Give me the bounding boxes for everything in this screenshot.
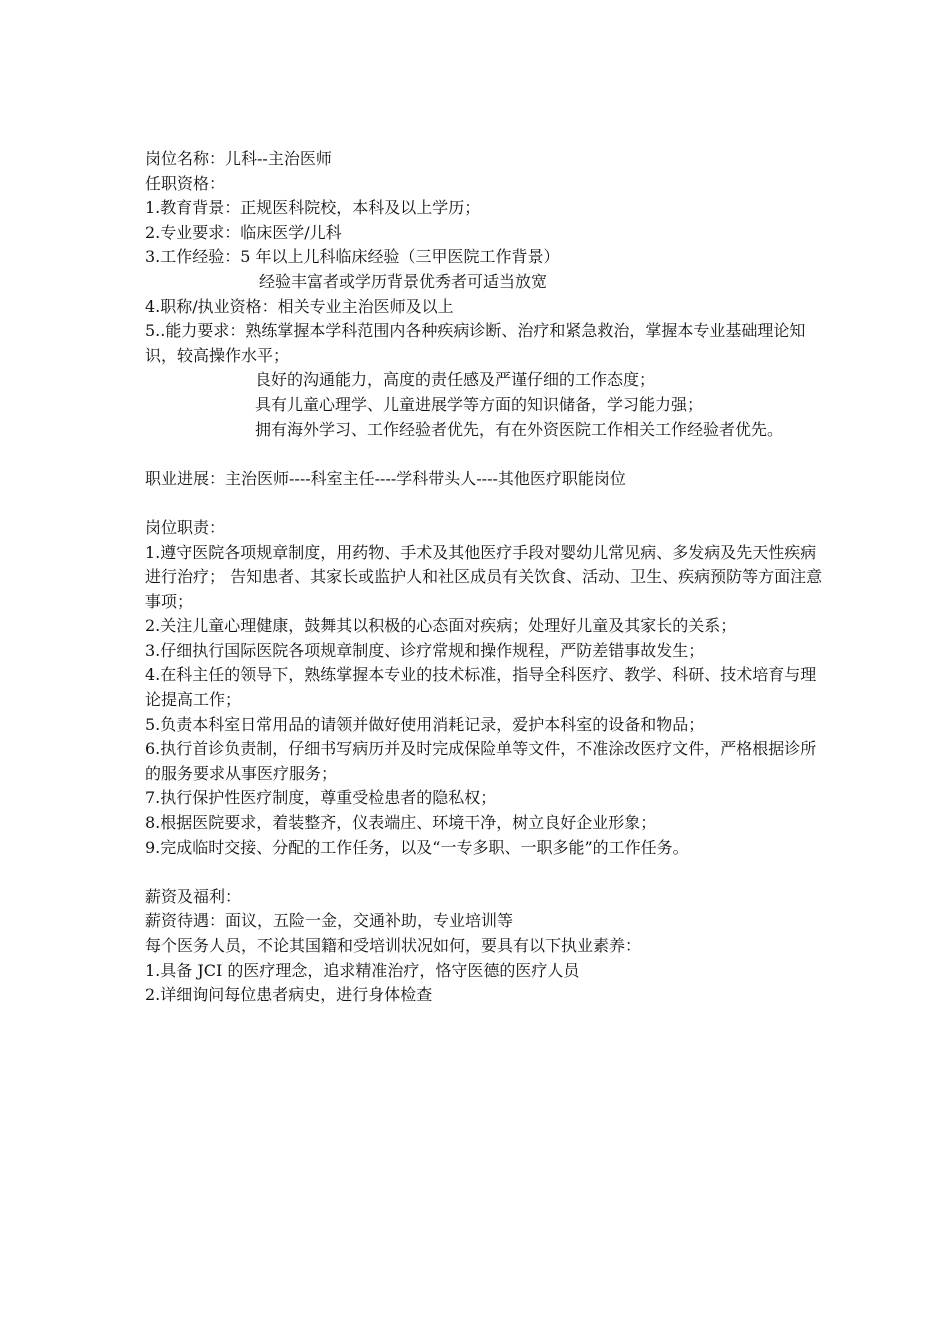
spacer: [145, 491, 825, 516]
duty-item: 2.关注儿童心理健康，鼓舞其以积极的心态面对疾病；处理好儿童及其家长的关系；: [145, 616, 737, 636]
benefits-intro: 每个医务人员，不论其国籍和受培训状况如何，要具有以下执业素养：: [145, 936, 642, 955]
duty-item: 9.完成临时交接、分配的工作任务，以及“一专多职、一职多能”的工作任务。: [145, 837, 689, 857]
duty-item: 7.执行保护性医疗制度，尊重受检患者的隐私权；: [145, 788, 497, 808]
duties-heading: 岗位职责：: [145, 517, 226, 537]
duty-item: 1.遵守医院各项规章制度，用药物、手术及其他医疗手段对婴幼儿常见病、多发病及先天性疾病进行治疗； 告知患者、其家长或监护人和社区成员有关饮食、活动、卫生、疾病预防等方面注意事项；: [145, 542, 823, 611]
qualification-title-cert: 4.职称/执业资格：相关专业主治医师及以上: [145, 296, 454, 316]
duty-item: 3.仔细执行国际医院各项规章制度、诊疗常规和操作规程，严防差错事故发生；: [145, 640, 705, 660]
benefits-heading: 薪资及福利：: [145, 886, 242, 906]
duty-item: 6.执行首诊负责制，仔细书写病历并及时完成保险单等文件，不准涂改医疗文件，严格根据诊所的服务要求从事医疗服务；: [145, 739, 817, 783]
duty-item: 4.在科主任的领导下，熟练掌握本专业的技术标准，指导全科医疗、教学、科研、技术培育与理论提高工作；: [145, 665, 817, 710]
qualification-experience: 3.工作经验：5 年以上儿科临床经验（三甲医院工作背景）: [145, 247, 560, 267]
qualification-ability: 5..能力要求：熟练掌握本学科范围内各种疾病诊断、治疗和紧急救治，掌握本专业基础理论知识，较高操作水平；: [145, 321, 806, 365]
qualification-experience-note: 经验丰富者或学历背景优秀者可适当放宽: [259, 271, 548, 291]
qualification-ability-4: 拥有海外学习、工作经验者优先，有在外资医院工作相关工作经验者优先。: [255, 419, 784, 439]
spacer: [145, 860, 825, 885]
qualification-education: 1.教育背景：正规医科院校，本科及以上学历；: [145, 198, 481, 218]
benefits-item: 1.具备 JCI 的医疗理念，追求精准治疗，恪守医德的医疗人员: [145, 960, 580, 980]
position-title: 岗位名称：儿科--主治医师: [145, 149, 332, 168]
qualification-ability-2: 良好的沟通能力，高度的责任感及严谨仔细的工作态度；: [255, 370, 656, 390]
career-path: 职业进展：主治医师----科室主任----学科带头人----其他医疗职能岗位: [145, 468, 626, 488]
spacer: [145, 442, 825, 467]
qualification-ability-3: 具有儿童心理学、儿童进展学等方面的知识储备，学习能力强；: [255, 394, 704, 414]
duty-item: 5.负责本科室日常用品的请领并做好使用消耗记录，爱护本科室的设备和物品；: [145, 714, 705, 734]
qualification-major: 2.专业要求：临床医学/儿科: [145, 222, 342, 242]
duty-item: 8.根据医院要求，着装整齐，仪表端庄、环境干净，树立良好企业形象；: [145, 813, 657, 833]
benefits-salary: 薪资待遇：面议，五险一金，交通补助，专业培训等: [145, 911, 514, 931]
document-body: [145, 147, 825, 1008]
qualifications-heading: 任职资格：: [145, 173, 226, 193]
benefits-item: 2.详细询问每位患者病史，进行身体检查: [145, 985, 433, 1005]
